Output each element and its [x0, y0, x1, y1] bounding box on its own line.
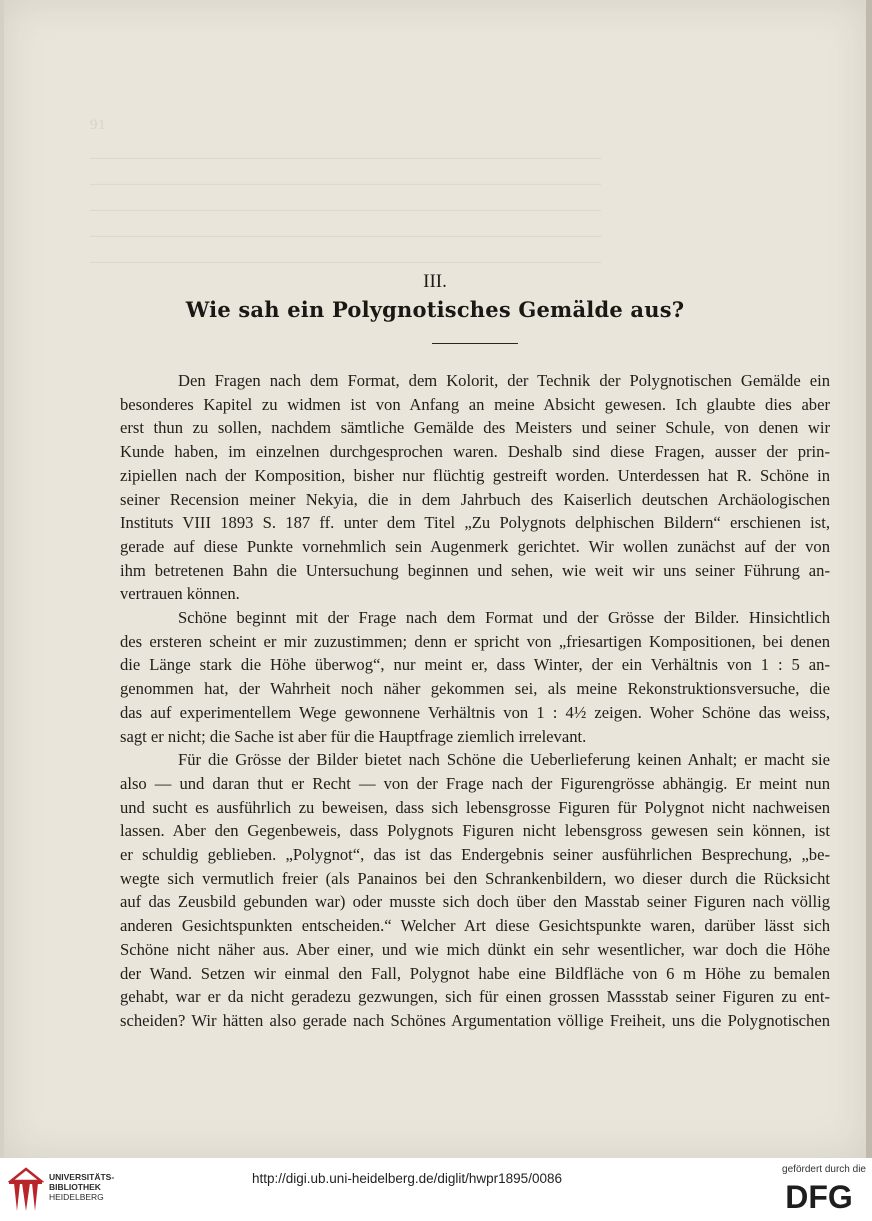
book-page [4, 0, 866, 1158]
text-line: Für die Grösse der Bilder bietet nach Schöne die Ueberlieferung keinen Anhalt; er macht sie [178, 750, 830, 770]
bleed-through-text: 91 [90, 117, 468, 133]
text-line: scheiden? Wir hätten also gerade nach Schönes Argumentation völlige Freiheit, uns die Polygnotischen [120, 1010, 830, 1030]
paragraph [120, 369, 830, 606]
text-line: sagt er nicht; die Sache ist aber für die Hauptfrage ziemlich irrelevant. [120, 726, 587, 746]
text-line: gerade auf diese Punkte vornehmlich sein Augenmerk gerichtet. Wir wollen zunächst auf der von [120, 536, 830, 556]
text-line: das auf experimentellem Wege gewonnene Verhältnis von 1 : 4½ zeigen. Woher Schöne das weiss, [120, 702, 830, 722]
text-line: und sucht es ausführlich zu beweisen, dass sich lebensgrosse Figuren für Polygnot nicht nachweisen [120, 797, 830, 817]
text-line: Schöne nicht näher aus. Aber einer, und wie mich dünkt ein sehr wesentlicher, war doch die Höhe [120, 939, 830, 959]
section-number: III. [423, 271, 447, 292]
bleed-through-text: ————————————————————————————————— [90, 150, 602, 166]
text-line: erst thun zu sollen, nachdem sämtliche Gemälde des Meisters und seiner Schule, von denen wir [120, 418, 830, 438]
text-line: gehabt, war er da nicht geradezu gezwungen, sich für einen grossen Massstab seiner Figuren zu ent- [120, 987, 830, 1007]
library-name-line: BIBLIOTHEK [49, 1182, 101, 1192]
text-line: Kunde haben, im einzelnen durchgesprochen waren. Deshalb sind diese Fragen, ausser der prin- [120, 442, 830, 462]
footer-bar [0, 1158, 872, 1221]
paragraph [120, 606, 830, 748]
text-line: vertrauen können. [120, 584, 240, 604]
university-library-logo-icon[interactable] [8, 1165, 44, 1215]
library-name-line: UNIVERSITÄTS- [49, 1172, 115, 1182]
text-line: Den Fragen nach dem Format, dem Kolorit, der Technik der Polygnotischen Gemälde ein [178, 371, 830, 390]
title-divider [432, 343, 518, 344]
text-line: ihm betretenen Bahn die Untersuchung beginnen und sehen, wie weit wir uns seiner Führung an- [120, 560, 830, 580]
bleed-through-text: ————————————————————————————————— [90, 202, 602, 218]
bleed-through-text: ————————————————————————————————— [90, 176, 602, 192]
text-line: er schuldig geblieben. „Polygnot“, das ist das Endergebnis seiner ausführlichen Besprechung, „be- [120, 845, 830, 865]
text-line: wegte sich vermutlich freier (als Panainos bei den Schrankenbildern, wo dieser durch die Rücksicht [120, 868, 830, 888]
page-title: Wie sah ein Polygnotisches Gemälde aus? [185, 297, 685, 322]
text-line: Schöne beginnt mit der Frage nach dem Format und der Grösse der Bilder. Hinsichtlich [178, 608, 830, 628]
permalink-url[interactable]: http://digi.ub.uni-heidelberg.de/diglit/hwpr1895/0086 [252, 1171, 562, 1186]
body-text [120, 369, 830, 1033]
dfg-logo-text: DFG [785, 1181, 853, 1211]
page-edge [866, 0, 872, 1158]
bleed-through-text: ————————————————————————————————— [90, 254, 602, 270]
text-line: die Länge stark die Höhe überwog“, nur meint er, dass Winter, der ein Verhältnis von 1 : 5 an- [120, 655, 830, 675]
text-line: lassen. Aber den Gegenbeweis, dass Polygnots Figuren nicht lebensgross gewesen sein können, ist [120, 821, 830, 841]
text-line: der Wand. Setzen wir einmal den Fall, Polygnot habe eine Bildfläche von 6 m Höhe zu bemalen [120, 963, 830, 983]
funding-caption: gefördert durch die [782, 1164, 866, 1175]
text-line: zipiellen nach der Komposition, bisher nur flüchtig gestreift worden. Unterdessen hat R. Schöne in [120, 465, 830, 485]
bleed-through-text: ————————————————————————————————— [90, 228, 602, 244]
text-line: auf das Zeusbild gebunden war) oder musste sich doch über den Masstab seiner Figuren nach völlig [120, 892, 830, 912]
paragraph [120, 748, 830, 1032]
text-line: also — und daran thut er Recht — von der Frage nach der Figurengrösse abhängig. Er meint nun [120, 773, 830, 793]
dfg-logo-icon[interactable] [776, 1181, 862, 1211]
text-line: Instituts VIII 1893 S. 187 ff. unter dem Titel „Zu Polygnots delphischen Bildern“ erschienen ist, [120, 513, 830, 533]
text-line: anderen Gesichtspunkten entscheiden.“ Welcher Art diese Gesichtspunkte waren, darüber lässt sich [120, 916, 830, 936]
text-line: des ersteren scheint er mir zuzustimmen; denn er spricht von „friesartigen Kompositionen, bei denen [120, 631, 830, 651]
library-name-line: HEIDELBERG [49, 1192, 104, 1202]
library-name[interactable] [49, 1172, 129, 1202]
text-line: genommen hat, der Wahrheit noch näher gekommen sei, als meine Rekonstruktionsversuche, die [120, 679, 830, 699]
text-line: seiner Recension meiner Nekyia, die in dem Jahrbuch des Kaiserlich deutschen Archäologischen [120, 489, 830, 509]
text-line: besonderes Kapitel zu widmen ist von Anfang an meine Absicht gewesen. Ich glaubte dies aber [120, 394, 830, 414]
